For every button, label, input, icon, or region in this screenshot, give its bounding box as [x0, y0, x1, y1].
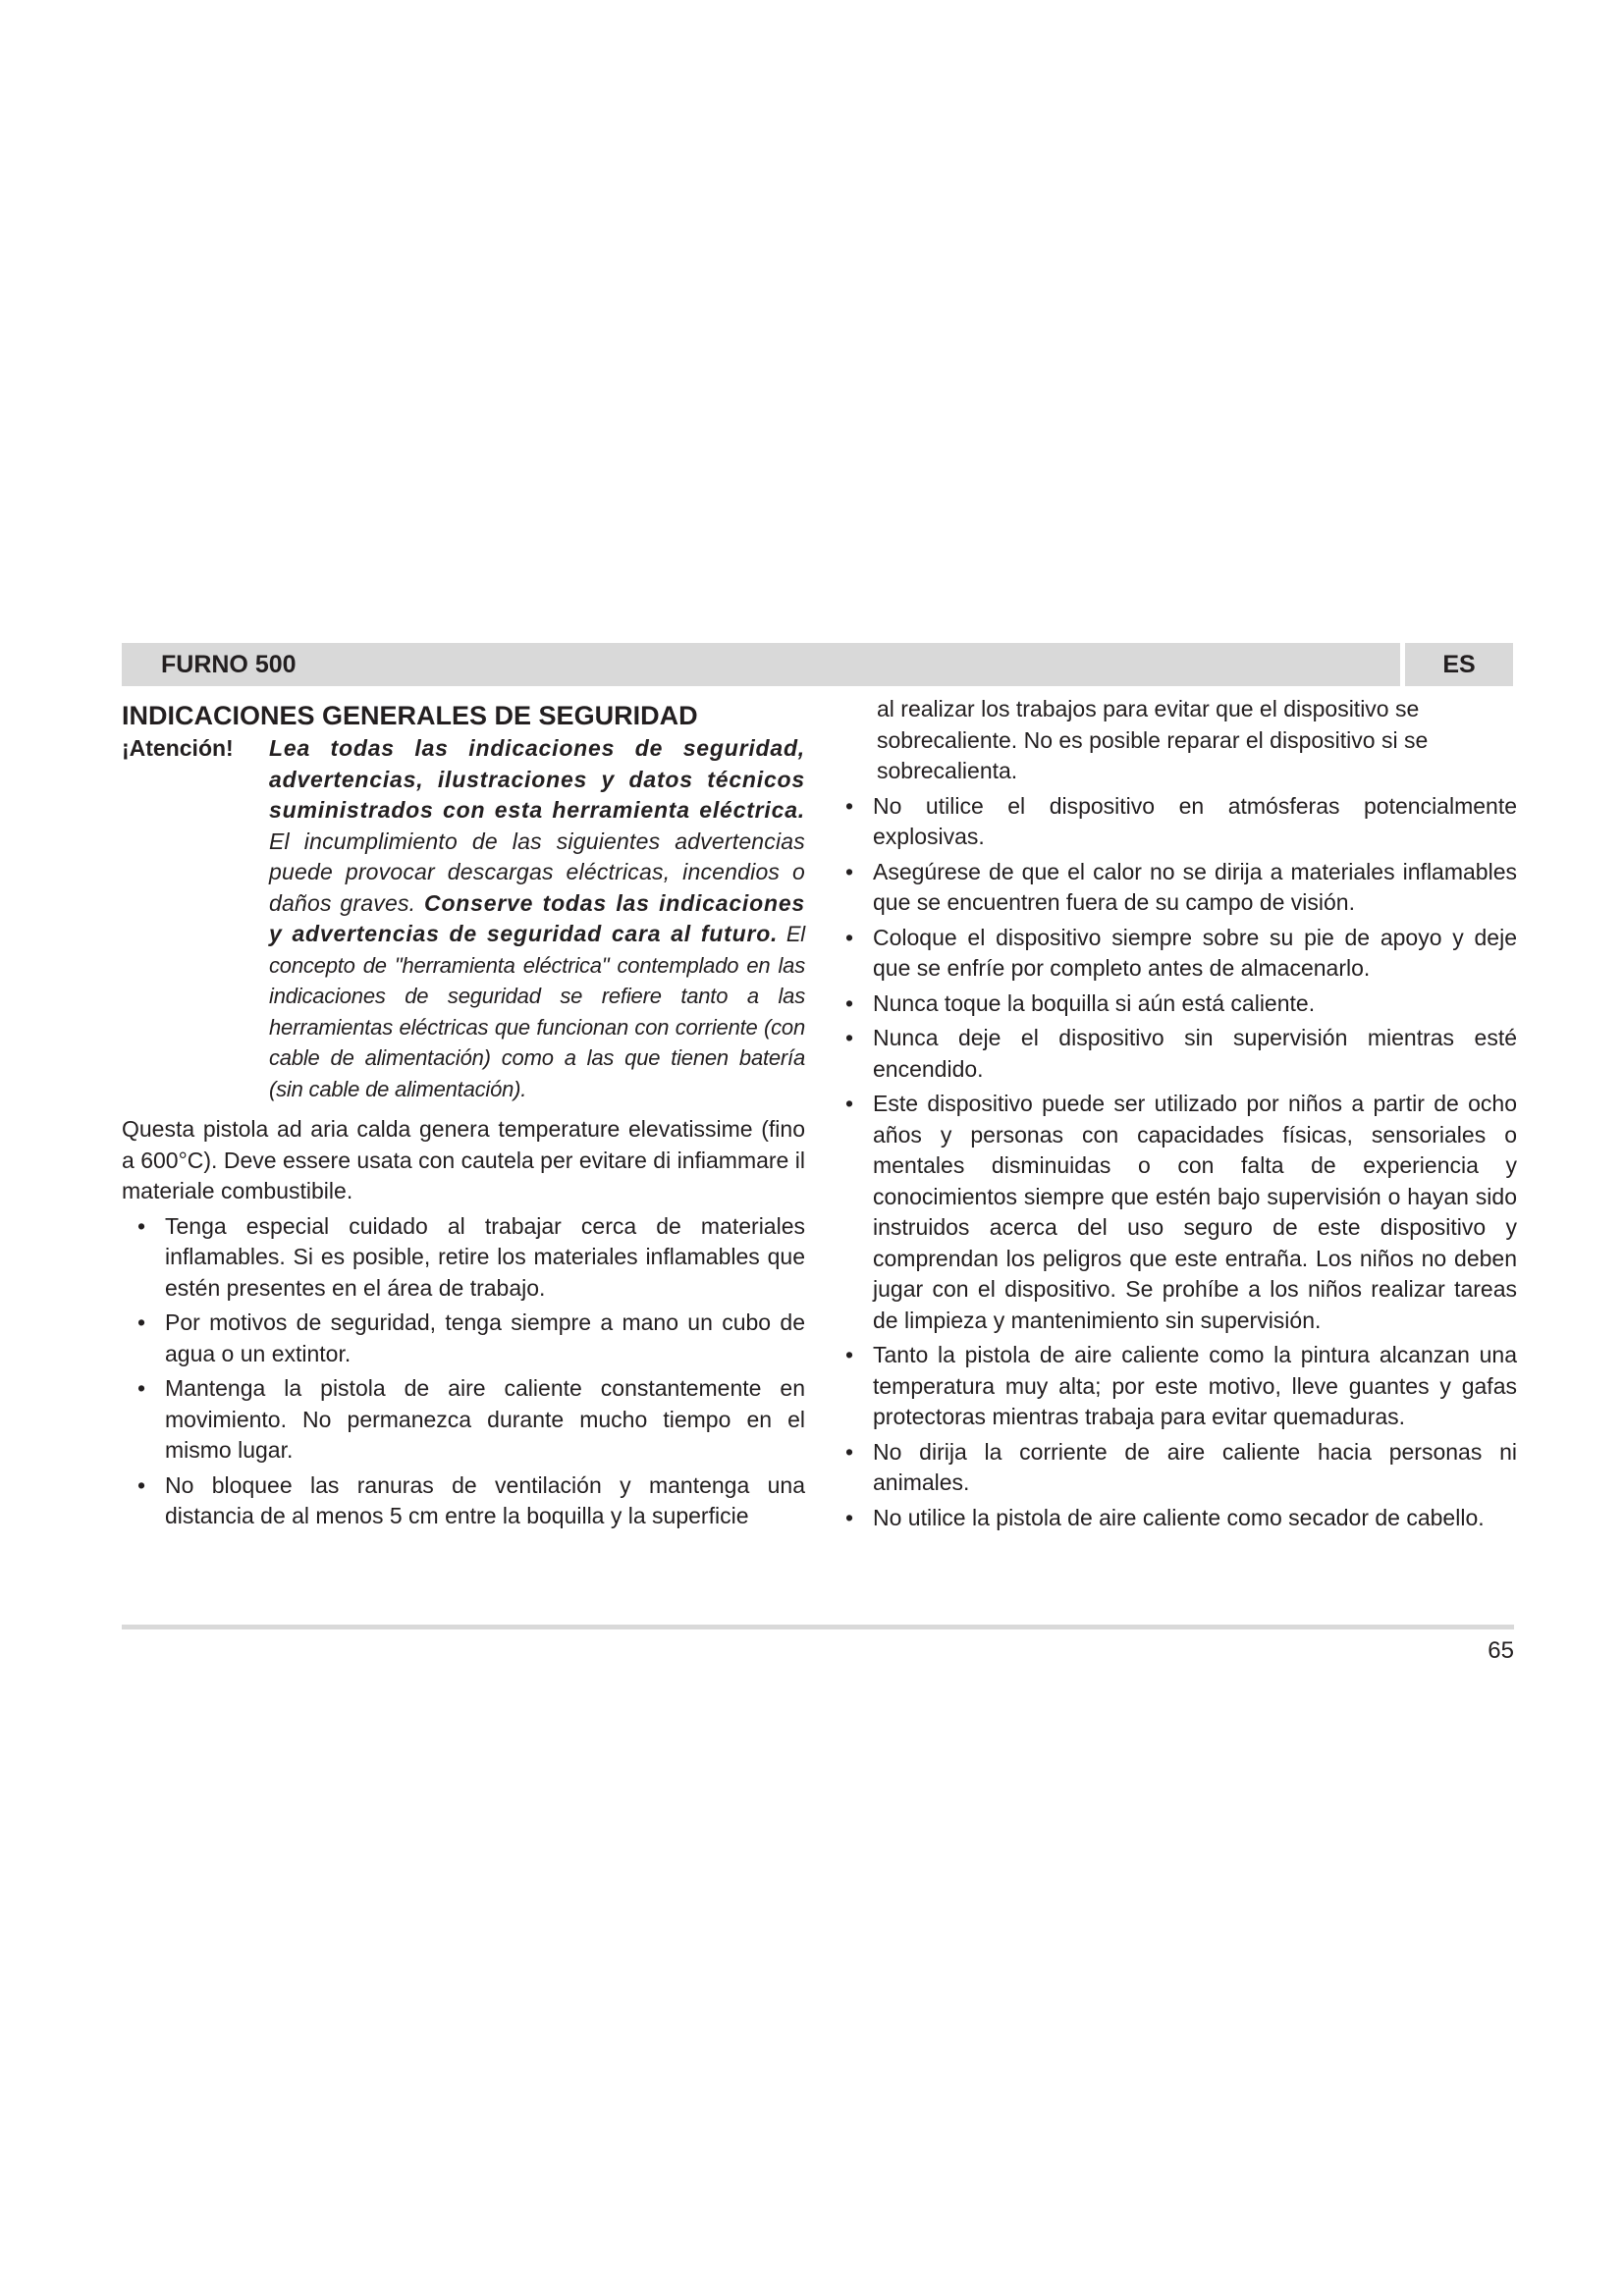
right-bullet-list	[830, 791, 1517, 1534]
bullet-dot: •	[845, 1504, 854, 1530]
bullet-dot: •	[137, 1212, 146, 1239]
bullet-dot: •	[845, 1025, 854, 1050]
list-item: • No utilice la pistola de aire caliente como secador de cabello.	[830, 1503, 1517, 1534]
attention-italic-1: El incumplimiento de las siguientes advertencias puede provocar descargas eléctricas, incendios o daños graves.	[269, 828, 805, 916]
attention-text	[269, 733, 805, 1104]
list-item: • Nunca toque la boquilla si aún está caliente.	[830, 988, 1517, 1020]
header-bar	[122, 643, 1400, 686]
bullet-dot: •	[845, 858, 854, 884]
bullet-dot: •	[845, 1091, 854, 1116]
list-item: • Tanto la pistola de aire caliente como la pintura alcanzan una temperatura muy alta; por este motivo, lleve guantes y gafas protectoras mientras trabaja para evitar quemaduras.	[845, 1342, 1517, 1429]
list-item: • No dirija la corriente de aire caliente hacia personas ni animales.	[845, 1438, 1517, 1495]
bullet-dot: •	[137, 1471, 146, 1498]
footer-divider	[122, 1625, 1514, 1629]
bullet-dot: •	[845, 792, 854, 819]
language-badge: ES	[1405, 643, 1513, 686]
bullet-dot: •	[845, 1342, 854, 1367]
list-item: • No bloquee las ranuras de ventilación y mantenga una distancia de al menos 5 cm entre la boquilla y la superficie	[137, 1471, 805, 1528]
bullet-dot: •	[845, 989, 854, 1016]
section-title: INDICACIONES GENERALES DE SEGURIDAD	[122, 701, 698, 730]
list-item: • Por motivos de seguridad, tenga siempre a mano un cubo de agua o un extintor.	[137, 1309, 805, 1366]
bullet-dot: •	[137, 1375, 146, 1401]
bullet-dot: •	[137, 1309, 146, 1335]
attention-italic-2: El concepto de "herramienta eléctrica" contemplado en las indicaciones de seguridad se refiere tanto a las herramientas eléctricas que funcionan con corriente (con cable de alimentación) como a las que tienen batería (sin cable de alimentación).	[269, 922, 805, 1101]
list-item: • Tenga especial cuidado al trabajar cerca de materiales inflamables. Si es posible, retire los materiales inflamables que estén presentes en el área de trabajo.	[137, 1212, 805, 1301]
list-item: • No utilice el dispositivo en atmósferas potencialmente explosivas.	[845, 792, 1517, 849]
list-item: • Mantenga la pistola de aire caliente constantemente en movimiento. No permanezca durante mucho tiempo en el mismo lugar.	[137, 1375, 805, 1463]
list-item: • Coloque el dispositivo siempre sobre su pie de apoyo y deje que se enfríe por completo antes de almacenarlo.	[845, 924, 1517, 981]
list-item: • Nunca deje el dispositivo sin supervisión mientras esté encendido.	[845, 1025, 1517, 1082]
bullet-dot: •	[845, 1438, 854, 1465]
continued-text: al realizar los trabajos para evitar que el dispositivo se sobrecaliente. No es posible reparar el dispositivo si se sobrecalienta.	[877, 696, 1429, 783]
attention-bold-2: Conserve todas las indicaciones y advertencias de seguridad cara al futuro.	[269, 889, 806, 946]
left-bullet-list	[122, 1211, 805, 1532]
list-item: • Este dispositivo puede ser utilizado por niños a partir de ocho años y personas con capacidades físicas, sensoriales o mentales disminuidas o con falta de experiencia y conocimientos siempre que estén bajo supervisión o hayan sido instruidos acerca del uso seguro de este dispositivo y comprendan los peligros que este entraña. Los niños no deben jugar con el dispositivo. Se prohíbe a los niños realizar tareas de limpieza y mantenimiento sin supervisión.	[845, 1091, 1517, 1333]
right-column	[830, 694, 1517, 1537]
product-title: FURNO 500	[161, 651, 297, 678]
list-item: • Asegúrese de que el calor no se dirija a materiales inflamables que se encuentren fuera de su campo de visión.	[845, 858, 1517, 915]
left-column	[122, 694, 805, 1536]
bullet-dot: •	[845, 924, 854, 950]
attention-label: ¡Atención!	[122, 735, 234, 761]
intro-paragraph: Questa pistola ad aria calda genera temperature elevatissime (fino a 600°C). Deve essere usata con cautela per evitare di infiammare il materiale combustibile.	[122, 1116, 805, 1203]
attention-block	[122, 733, 805, 1104]
page-number: 65	[1488, 1637, 1514, 1664]
attention-bold-1: Lea todas las indicaciones de seguridad, advertencias, ilustraciones y datos técnicos suministrados con esta herramienta eléctrica.	[269, 735, 805, 823]
